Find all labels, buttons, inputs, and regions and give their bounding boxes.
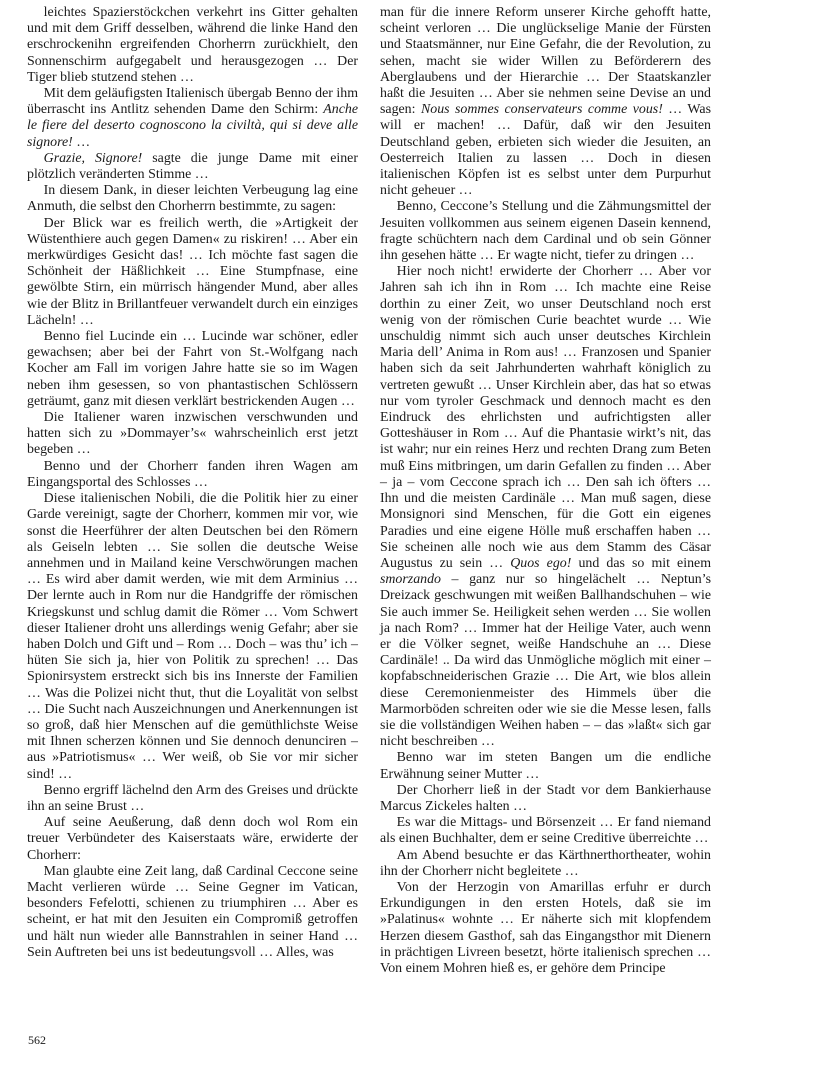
paragraph	[380, 264, 711, 750]
text-run: Benno, Ceccone’s Stellung und die Zähmungsmittel der Jesuiten vollkommen aus seinem eigenen Dasein kennend, fragte schüchtern nach dem Cardinal und ob sein Gönner ihn gesehen hätte … Er wagte nicht, tiefer zu dringen …	[380, 199, 711, 264]
paragraph	[380, 199, 711, 264]
text-run: Hier noch nicht! erwiderte der Chorherr … Aber vor Jahren sah ich ihn in Rom … Ich machte eine Reise dorthin zu einer Zeit, wo unser Deutschland noch erst wenig von der römischen Curie beachtet wurde … Wie unschuldig nimmt sich auch unser deutsches Kirchlein Maria dell’ Anima in Rom aus! … Franzosen und Spanier haben sich da seit Jahrhunderten wahrhaft königlich zu vertreten gewußt … Unser Kirchlein aber, das hat so etwas nur vom tyroler Geschmack und dennoch macht es den Eindruck des ehrlichsten und aufrichtigsten aller Gotteshäuser in Rom … Auf die Phantasie wirkt’s nit, das ist wahr; nur ein reines Herz und rechten Drang zum Beten muß Eins mitbringen, um darin Gefallen zu finden … Aber – ja – vom Ceccone sprach ich … Den sah ich öfters … Ihn und die meisten Cardinäle … Man muß sagen, diese Monsignori sind Menschen, für die Gott ein eigenes Paradies und eine eigene Hölle muß erschaffen haben … Sie scheinen alle noch wie aus dem Stamm des Cäsar Augustus zu sein …	[380, 264, 711, 571]
italic-phrase: Quos ego!	[510, 555, 572, 571]
paragraph	[27, 86, 358, 151]
paragraph	[27, 183, 358, 215]
italic-phrase: Anche le fiere del deserto cognoscono la civiltà, qui si deve alle signore!	[27, 102, 358, 150]
paragraph	[380, 750, 711, 782]
right-text-column	[380, 5, 711, 977]
paragraph	[27, 151, 358, 183]
text-run: leichtes Spazierstöckchen verkehrt ins Gitter gehalten und mit dem Griff desselben, während die linke Hand den erschrockenihn ergreifenden Chorherrn zurückhielt, den Sonnenschirm aufgegabelt und herausgezogen … Der Tiger blieb stutzend stehen …	[27, 5, 358, 85]
italic-phrase: Grazie, Signore!	[43, 150, 143, 166]
text-run: Benno ergriff lächelnd den Arm des Greises und drückte ihn an seine Brust …	[27, 782, 358, 814]
paragraph	[27, 864, 358, 961]
text-run: Der Blick war es freilich werth, die »Artigkeit der Wüstenthiere auch gegen Damen« zu riskiren! … Aber ein merkwürdiges Gesicht das! … Ich möchte fast sagen die Schönheit der Häßlichkeit … Eine Stumpfnase, eine gewölbte Stirn, ein mürrisch hängender Mund, aber alles wie der Blitz in Brillantfeuer verwandelt durch ein einziges Lächeln! …	[27, 215, 358, 328]
paragraph	[27, 329, 358, 410]
text-run: Benno und der Chorherr fanden ihren Wagen am Eingangsportal des Schlosses …	[27, 458, 358, 490]
text-run: Der Chorherr ließ in der Stadt vor dem Bankierhause Marcus Zickeles halten …	[380, 782, 711, 814]
text-run: Benno fiel Lucinde ein … Lucinde war schöner, edler gewachsen; aber bei der Fahrt von St.-Wolfgang nach Kocher am Fall im vorigen Jahre hatte sie so im Wagen neben ihm gesessen, so von phantastischen Schlössern geträumt, ganz mit diesen verklärt bestrickenden Augen …	[27, 329, 358, 409]
text-run: Benno war im steten Bangen um die endliche Erwähnung seiner Mutter …	[380, 750, 711, 782]
paragraph	[27, 783, 358, 815]
paragraph	[380, 880, 711, 977]
paragraph	[27, 410, 358, 459]
paragraph	[27, 815, 358, 864]
text-run: Die Italiener waren inzwischen verschwunden und hatten sich zu »Dommayer’s« wahrscheinlich erst jetzt begeben …	[27, 410, 358, 458]
text-run: Auf seine Aeußerung, daß denn doch wol Rom ein treuer Verbündeter des Kaiserstaats wäre, erwiderte der Chorherr:	[27, 815, 358, 863]
text-run: – ganz nur so hingelächelt … Neptun’s Dreizack geschwungen mit weißen Ballhandschuhen – wie Sie auch immer Se. Heiligkeit sehen werden … Sie wollen ja nach Rom? … Immer hat der Heilige Vater, auch wenn er die Völker segnet, weiße Handschuhe an … Diese Cardinäle! .. Da wird das Unmögliche möglich mit einer – kopfabschneiderischen Grazie … Die Art, wie blos allein diese Ceremonienmeister des Himmels über die Marmorböden schreiten oder wie sie die Messe lesen, falls sie die vollständigen Weihen haben – – das »laßt« sich gar nicht beschreiben …	[380, 572, 711, 750]
paragraph	[27, 216, 358, 329]
paragraph	[27, 459, 358, 491]
italic-phrase: Nous sommes conservateurs comme vous!	[420, 102, 663, 118]
text-run: … Was will er machen! … Dafür, daß wir den Jesuiten Deutschland geben, erbieten sich wieder die Jesuiten, an Oesterreich Italien zu lassen … Doch in diesen italienischen Köpfen ist es selbst unter dem Purpurhut nicht geheuer …	[380, 102, 712, 199]
text-run: sagte die junge Dame mit einer plötzlich veränderten Stimme …	[27, 150, 358, 183]
text-run: …	[72, 134, 91, 150]
paragraph	[27, 491, 358, 783]
text-run: Von der Herzogin von Amarillas erfuhr er durch Erkundigungen in den ersten Hotels, daß sie im »Palatinus« wohnte … Er näherte sich mit klopfendem Herzen diesem Gasthof, sah das Eingangsthor mit Dienern in prächtigen Livreen besetzt, hörte italienisch sprechen … Von einem Mohren hieß es, er gehöre dem Principe	[380, 879, 711, 976]
text-run: Mit dem geläufigsten Italienisch übergab Benno der ihm überrascht ins Antlitz sehenden Dame den Schirm:	[27, 86, 358, 118]
text-run: Diese italienischen Nobili, die die Politik hier zu einer Garde vereinigt, sagte der Chorherr, kommen mir vor, wie sonst die Heerführer der alten Deutschen bei den Römern als Geiseln lebten … Sie sollen die deutsche Weise annehmen und in Mailand keine Verschwörungen machen … Es wird aber damit werden, wie mit dem Arminius … Der lernte auch in Rom nur die Handgriffe der römischen Kriegskunst und schlug damit die Römer … Vom Schwert dieser Italiener droht uns allerdings wenig Gefahr; aber sie haben Dolch und Gift und – Rom … Doch – was thu’ ich – hüten Sie sich ja, hier von Politik zu sprechen! … Das Spionirsystem erstreckt sich bis ins Innerste der Familien … Was die Polizei nicht thut, thut die Loyalität von selbst … Die Sucht nach Auszeichnungen und Anerkennungen ist so groß, daß hier Menschen auf die gemüthlichste Weise mit Ihnen scherzen können und Sie dennoch denunciren – aus »Patriotismus« … Wer weiß, ob Sie vor mir sicher sind! …	[27, 491, 358, 782]
text-run: In diesem Dank, in dieser leichten Verbeugung lag eine Anmuth, die selbst den Chorherrn bestimmte, zu sagen:	[27, 183, 358, 215]
text-run: man für die innere Reform unserer Kirche gehofft hatte, scheint verloren … Die unglückselige Manie der Fürsten und Staatsmänner, nur Eine Gefahr, die der Revolution, zu sehen, macht sie wider Willen zu Beförderern des Aberglaubens und der Hierarchie … Der Staatskanzler haßt die Jesuiten … Aber sie nehmen seine Devise an und sagen:	[380, 5, 711, 118]
text-run: Man glaubte eine Zeit lang, daß Cardinal Ceccone seine Macht verlieren würde … Seine Gegner im Vatican, besonders Fefelotti, schienen zu triumphiren … Aber es scheint, er hat mit den Jesuiten ein Compromiß getroffen und hält nun wieder alle Bannstrahlen in seiner Hand … Sein Auftreten bei uns ist bedeutungsvoll … Alles, was	[27, 863, 358, 960]
text-run: und das so mit einem	[571, 555, 711, 571]
paragraph	[380, 783, 711, 815]
text-run: Es war die Mittags- und Börsenzeit … Er fand niemand als einen Buchhalter, dem er seine Creditive überreichte …	[380, 815, 711, 847]
italic-phrase: smorzando	[380, 572, 441, 588]
paragraph	[380, 815, 711, 847]
text-run: Am Abend besuchte er das Kärthnerthortheater, wohin ihn der Chorherr nicht begleitete …	[380, 847, 711, 879]
paragraph	[380, 848, 711, 880]
left-text-column	[27, 5, 358, 961]
page-number: 562	[28, 1033, 46, 1047]
paragraph	[380, 5, 711, 199]
paragraph	[27, 5, 358, 86]
